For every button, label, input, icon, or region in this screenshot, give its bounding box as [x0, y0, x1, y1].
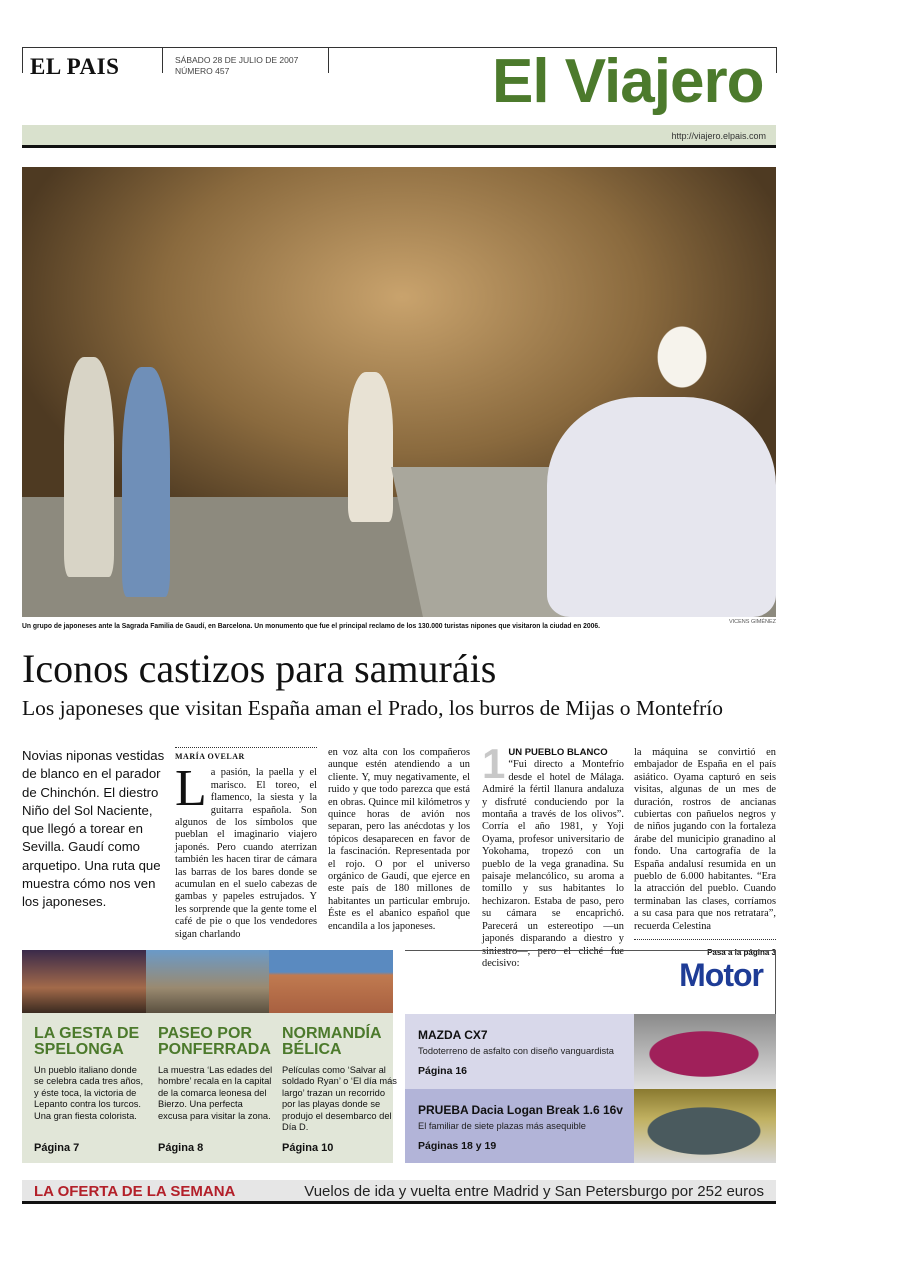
article-column-1 [175, 747, 317, 941]
teaser-page: Página 10 [282, 1142, 334, 1154]
newspaper-logo[interactable]: EL PAIS [30, 54, 120, 79]
car-photo [634, 1014, 776, 1089]
photo-figure [122, 367, 170, 597]
motor-title: Motor [679, 957, 763, 993]
article-text: la máquina se convirtió en embajador de España en el país asiático. Oyama capturó en seis visitas, algunas de un mes de duración, rostros de ancianas cubiertas con pañuelos negros y de niños jugando con la fortaleza árabe del municipio granadino al fondo. Una cartografía de la España andalusí resumida en un pueblo de 6.000 habitantes. “Era la atracción del pueblo. Cuando terminaban las clases, corríamos a su casa para que nos retratara”, recuerda Celestina [634, 747, 776, 932]
teaser-title[interactable]: LA GESTA DE SPELONGA [34, 1025, 140, 1058]
teaser-text: Películas como ‘Salvar al soldado Ryan’ o ‘El día más largo’ trazan un recorrido por las playas donde se produjo el desembarco del Día D. [282, 1065, 397, 1133]
teaser-ponferrada[interactable] [158, 1025, 273, 1154]
motor-item-desc: Todoterreno de asfalto con diseño vanguardista [418, 1046, 614, 1056]
car-photo [634, 1089, 776, 1164]
section-number: 1 [482, 740, 506, 787]
photo-figure [64, 357, 114, 577]
teaser-title[interactable]: NORMANDÍA BÉLICA [282, 1025, 381, 1058]
teaser-spelonga[interactable] [34, 1025, 149, 1154]
motor-item-desc: El familiar de siete plazas más asequible [418, 1120, 586, 1131]
offer-label: LA OFERTA DE LA SEMANA [34, 1183, 236, 1200]
offer-bar[interactable] [22, 1180, 776, 1204]
teaser-photos [22, 950, 393, 1013]
motor-item-page: Página 16 [418, 1065, 468, 1077]
subheadline: Los japoneses que visitan España aman el Prado, los burros de Mijas o Montefrío [22, 696, 723, 720]
offer-text: Vuelos de ida y vuelta entre Madrid y San Petersburgo por 252 euros [304, 1183, 764, 1200]
motor-item-dacia[interactable] [405, 1089, 776, 1164]
motor-header [405, 950, 776, 1014]
photo-figure [348, 372, 393, 522]
photo-credit: VICENS GIMÉNEZ [728, 619, 776, 625]
teaser-title[interactable]: PASEO POR PONFERRADA [158, 1025, 271, 1058]
teaser-normandia[interactable] [282, 1025, 397, 1154]
teasers-box [22, 950, 397, 1163]
divider [328, 47, 329, 73]
article-column-3 [482, 740, 624, 970]
motor-item-page: Páginas 18 y 19 [418, 1139, 497, 1152]
main-photo [22, 167, 776, 617]
divider [776, 47, 777, 73]
teaser-photo [269, 950, 393, 1013]
divider [22, 47, 23, 73]
article-column-4 [634, 747, 776, 960]
author-byline: MARÍA OVELAR [175, 752, 245, 761]
site-url[interactable]: http://viajero.elpais.com [671, 131, 766, 141]
teaser-text: Un pueblo italiano donde se celebra cada tres años, y éste toca, la victoria de Lepanto contra los turcos. Una gran fiesta colorista. [34, 1065, 144, 1121]
article-intro: Novias niponas vestidas de blanco en el parador de Chinchón. El diestro Niño del Sol Naciente, que llegó a torear en Sevilla. Gaudí como arquetipo. Una ruta que muestra cómo nos ven los japoneses. [22, 748, 165, 910]
article-text: a pasión, la paella y el marisco. El toreo, el flamenco, la siesta y la guitarra española. Son algunos de los símbolos que pueblan el imaginario viajero japonés. Pero cuando aterrizan también les hacen tirar de cámara las barras de los bares donde se acumulan en el suelo cabezas de gambas y papeles estrujados. Y les sorprende que la gente tome el café de pie o que los vendedores sigan charlando [175, 767, 317, 940]
motor-item-mazda[interactable] [405, 1014, 776, 1089]
teaser-page: Página 8 [158, 1142, 204, 1154]
teaser-photo [146, 950, 270, 1013]
issue-number: NÚMERO 457 [175, 66, 230, 76]
issue-info [175, 55, 298, 77]
article-column-2: en voz alta con los compañeros aunque estén atendiendo a un cliente. Y, muy negativamente, el ruido y que todo parezca que está en obras. Quince mil kilómetros y quince horas de avión nos separan, pero las anécdotas y los tópicos desaparecen en favor de la fascinación. Representada por el rojo. O por el universo orgánico de Gaudí, que ejerce en este país de 180 millones de habitantes un particular embrujo. Éste es el abanico español que encandila a los japoneses. [328, 747, 470, 932]
drop-cap: L [175, 760, 207, 818]
motor-box [405, 950, 776, 1163]
divider [162, 47, 163, 73]
supplement-title: El Viajero [492, 47, 764, 116]
section-title: UN PUEBLO BLANCO [508, 747, 608, 758]
headline: Iconos castizos para samuráis [22, 646, 497, 691]
teaser-page: Página 7 [34, 1142, 80, 1154]
photo-caption: Un grupo de japoneses ante la Sagrada Familia de Gaudí, en Barcelona. Un monumento que fue el principal reclamo de los 130.000 turistas nipones que visitaron la ciudad en 2006. [22, 621, 601, 630]
dotted-rule [634, 939, 776, 943]
teaser-text: La muestra ‘Las edades del hombre’ recala en la capital de la comarca leonesa del Bierzo. Una perfecta excusa para visitar la zona. [158, 1065, 273, 1121]
issue-date: SÁBADO 28 DE JULIO DE 2007 [175, 55, 299, 65]
header-bar [22, 125, 776, 148]
teaser-photo [22, 950, 146, 1013]
motor-item-title[interactable]: MAZDA CX7 [418, 1028, 488, 1042]
continue-link[interactable]: Pasa a la página 3 [707, 948, 776, 958]
article-text: “Fui directo a Montefrío desde el hotel de Málaga. Admiré la fértil llanura andaluza y disfruté conduciendo por la montaña a través de los olivos”. Corría el año 1981, y Yoji Oyama, profesor universitario de Yokohama, tropezó con un pueblo de la vega granadina. Su paisaje melancólico, su aroma a tomillo y sus habitantes lo hechizaron. Estaba de paso, pero su cámara se encaprichó. Parecerá un estereotipo —un japonés disparando a diestro y siniestro—, pero el cliché fue decisivo: [482, 759, 624, 969]
motor-item-title[interactable]: PRUEBA Dacia Logan Break 1.6 16v [418, 1102, 623, 1117]
photo-figure [547, 397, 776, 617]
